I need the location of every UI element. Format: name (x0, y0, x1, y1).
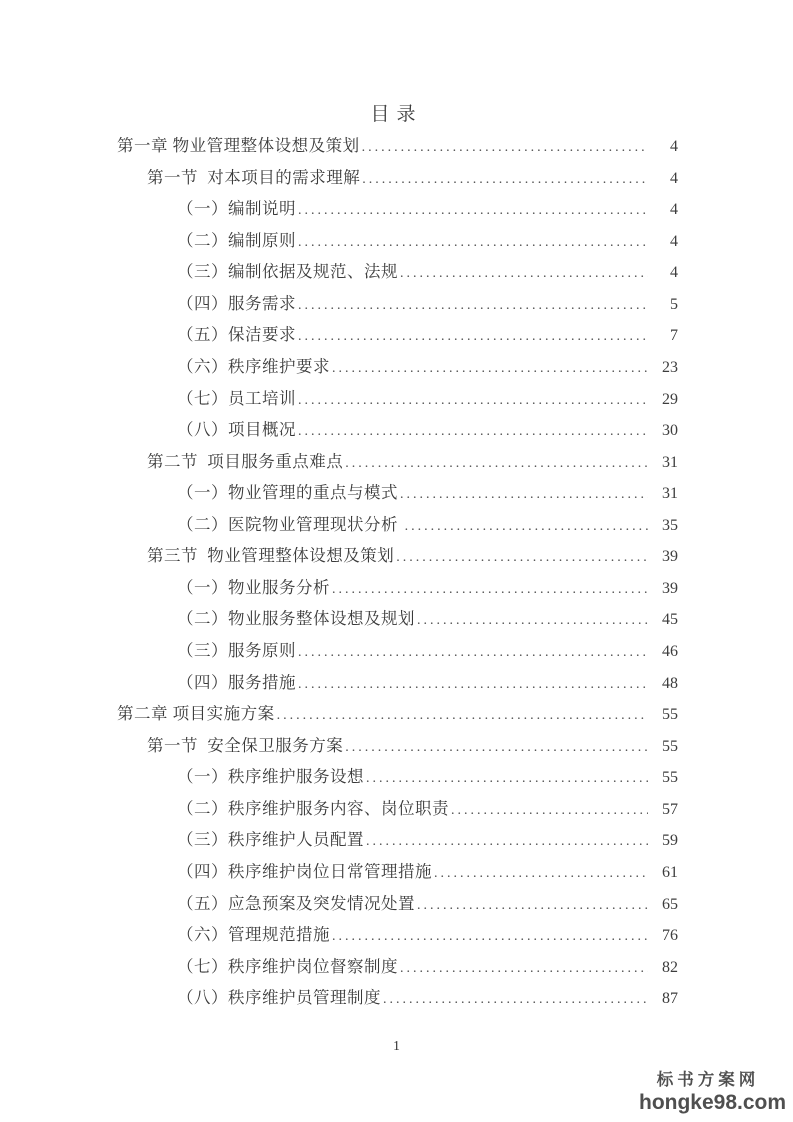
toc-entry[interactable] (0, 414, 678, 446)
toc-entry-text: （六）管理规范措施 (177, 925, 330, 945)
watermark-site-url: hongke98.com (639, 1091, 787, 1114)
toc-leader-dots (298, 416, 648, 448)
toc-entry-text: 第一节 对本项目的需求理解 (147, 167, 361, 187)
toc-entry-page-number: 76 (662, 927, 678, 945)
toc-leader-dots (332, 574, 648, 606)
toc-leader-dots (298, 637, 648, 669)
toc-entry-page-number: 30 (662, 422, 678, 440)
toc-entry-text: （八）项目概况 (177, 420, 296, 440)
toc-entry-page-number: 29 (662, 390, 678, 408)
toc-leader-dots (434, 858, 648, 890)
toc-entry[interactable] (0, 383, 678, 415)
toc-entry[interactable] (0, 477, 678, 509)
toc-entry-text: 第二节 项目服务重点难点 (147, 451, 344, 471)
toc-leader-dots (298, 290, 648, 322)
toc-leader-dots (383, 984, 648, 1016)
toc-entry[interactable] (0, 351, 678, 383)
toc-leader-dots (345, 732, 648, 764)
toc-entry-page-number: 4 (670, 232, 678, 250)
toc-entry[interactable] (0, 130, 678, 162)
toc-entry-text: （三）编制依据及规范、法规 (177, 262, 398, 282)
toc-leader-dots (451, 795, 648, 827)
toc-leader-dots (366, 763, 648, 795)
toc-entry-text: （六）秩序维护要求 (177, 356, 330, 376)
toc-entry-text: （四）秩序维护岗位日常管理措施 (177, 861, 432, 881)
toc-entry-text: （二）编制原则 (177, 230, 296, 250)
toc-entry[interactable] (0, 698, 678, 730)
toc-entry-text: （二）医院物业管理现状分析 (177, 514, 403, 534)
toc-entry[interactable] (0, 856, 678, 888)
toc-entry-page-number: 59 (662, 832, 678, 850)
toc-entry-page-number: 55 (662, 706, 678, 724)
toc-entry-text: （四）服务措施 (177, 672, 296, 692)
toc-entry-text: （二）物业服务整体设想及规划 (177, 609, 415, 629)
toc-entry-text: （七）员工培训 (177, 388, 296, 408)
toc-leader-dots (400, 953, 648, 985)
toc-entry-text: （一）物业管理的重点与模式 (177, 483, 398, 503)
toc-entry-page-number: 61 (662, 863, 678, 881)
toc-entry-page-number: 4 (670, 264, 678, 282)
toc-entry-text: （三）秩序维护人员配置 (177, 830, 364, 850)
toc-leader-dots (298, 321, 648, 353)
toc-entry-page-number: 4 (670, 201, 678, 219)
toc-entry-page-number: 55 (662, 769, 678, 787)
toc-entry[interactable] (0, 540, 678, 572)
toc-entry-page-number: 31 (662, 485, 678, 503)
toc-leader-dots (362, 164, 648, 196)
toc-entry-text: （一）物业服务分析 (177, 577, 330, 597)
toc-entry-page-number: 23 (662, 358, 678, 376)
toc-entry[interactable] (0, 162, 678, 194)
toc-entry-text: （三）服务原则 (177, 641, 296, 660)
toc-entry-page-number: 87 (662, 990, 678, 1008)
toc-entry-page-number: 48 (662, 674, 678, 692)
toc-entry-page-number: 82 (662, 958, 678, 976)
toc-entry-text: （四）服务需求 (177, 293, 296, 313)
toc-entry-page-number: 55 (662, 737, 678, 755)
toc-entry-page-number: 57 (662, 800, 678, 818)
toc-entry[interactable] (0, 509, 678, 541)
toc-entry[interactable] (0, 982, 678, 1014)
toc-entry[interactable] (0, 951, 678, 983)
toc-entry[interactable] (0, 446, 678, 478)
toc-leader-dots (298, 195, 648, 227)
toc-entry[interactable] (0, 288, 678, 320)
toc-entry-page-number: 65 (662, 895, 678, 913)
toc-leader-dots (366, 826, 648, 858)
toc-leader-dots (298, 227, 648, 259)
toc-leader-dots (298, 385, 648, 417)
toc-entry[interactable] (0, 572, 678, 604)
toc-entry[interactable] (0, 730, 678, 762)
toc-entry-text: 第三节 物业管理整体设想及策划 (147, 546, 395, 566)
toc-entry-text: （一）秩序维护服务设想 (177, 767, 364, 787)
toc-leader-dots (417, 605, 648, 637)
toc-title: 目录 (370, 104, 423, 125)
toc-entry-page-number: 7 (670, 327, 678, 345)
toc-entry[interactable] (0, 888, 678, 920)
toc-entry-page-number: 4 (670, 138, 678, 155)
toc-leader-dots (396, 542, 648, 574)
toc-entry-page-number: 31 (662, 453, 678, 471)
toc-leader-dots (417, 890, 648, 922)
watermark-logo (639, 1066, 787, 1115)
toc-leader-dots (277, 700, 648, 732)
toc-leader-dots (298, 669, 648, 701)
toc-entry-page-number: 4 (670, 169, 678, 187)
toc-entry[interactable] (0, 793, 678, 825)
toc-entry-text: 第二章 项目实施方案 (117, 704, 275, 724)
toc-entry[interactable] (0, 603, 678, 635)
toc-leader-dots (362, 132, 648, 164)
watermark-site-name: 标书方案网 (656, 1071, 760, 1089)
toc-entry-page-number: 45 (662, 611, 678, 629)
toc-list (0, 130, 678, 1014)
toc-entry-page-number: 39 (662, 579, 678, 597)
toc-entry[interactable] (0, 635, 678, 667)
toc-leader-dots (405, 511, 648, 543)
toc-entry[interactable] (0, 667, 678, 699)
toc-leader-dots (345, 448, 648, 480)
toc-leader-dots (400, 479, 648, 511)
toc-entry[interactable] (0, 225, 678, 257)
toc-entry[interactable] (0, 919, 678, 951)
toc-entry-text: 第一章 物业管理整体设想及策划 (117, 136, 360, 155)
page-number: 1 (393, 1038, 400, 1053)
toc-entry-text: （五）应急预案及突发情况处置 (177, 893, 415, 913)
toc-leader-dots (400, 258, 648, 290)
toc-entry-text: （五）保洁要求 (177, 325, 296, 345)
toc-entry-page-number: 39 (662, 548, 678, 566)
toc-leader-dots (332, 353, 648, 385)
toc-entry[interactable] (0, 256, 678, 288)
toc-entry-text: （一）编制说明 (177, 199, 296, 219)
toc-entry[interactable] (0, 824, 678, 856)
toc-entry-text: （八）秩序维护员管理制度 (177, 988, 381, 1008)
toc-entry[interactable] (0, 193, 678, 225)
toc-entry[interactable] (0, 761, 678, 793)
toc-entry-text: （七）秩序维护岗位督察制度 (177, 956, 398, 976)
toc-leader-dots (332, 921, 648, 953)
toc-entry-page-number: 46 (662, 643, 678, 660)
toc-entry-page-number: 5 (670, 295, 678, 313)
toc-entry[interactable] (0, 319, 678, 351)
toc-entry-text: （二）秩序维护服务内容、岗位职责 (177, 798, 449, 818)
toc-entry-page-number: 35 (662, 516, 678, 534)
toc-entry-text: 第一节 安全保卫服务方案 (147, 735, 344, 755)
